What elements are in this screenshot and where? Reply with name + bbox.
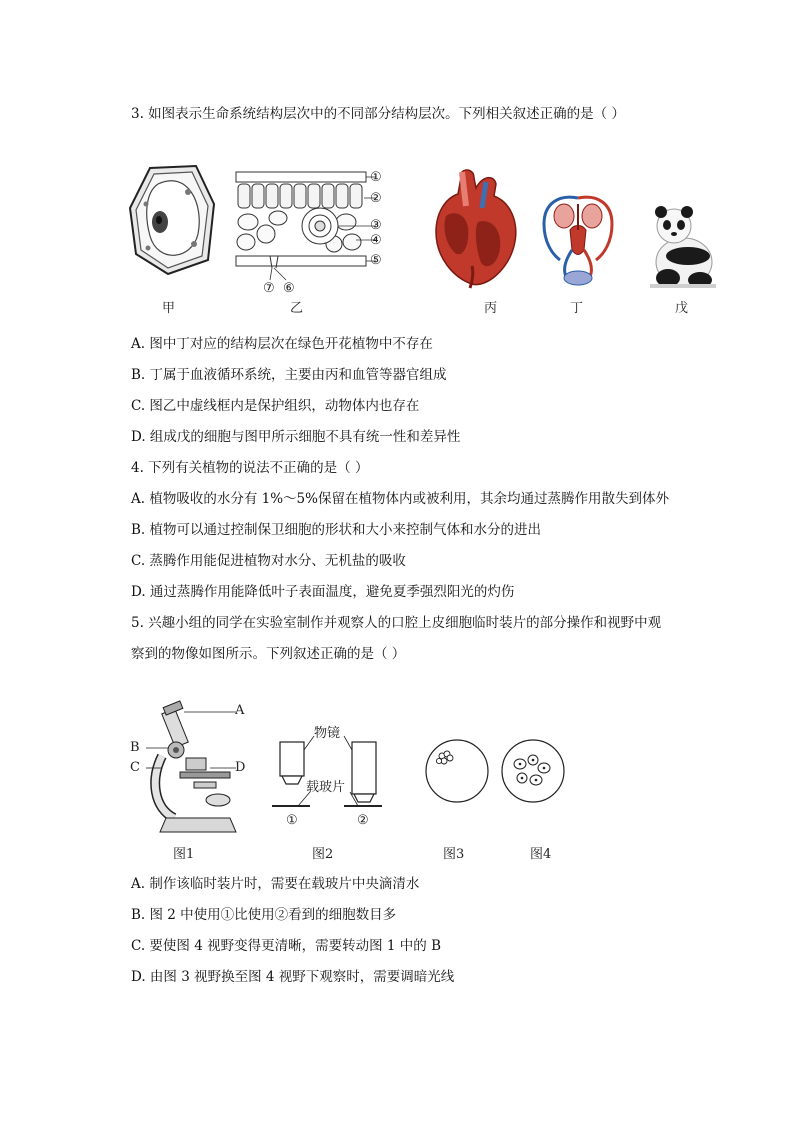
q5-option-d: D. 由图 3 视野换至图 4 视野下观察时，需要调暗光线: [131, 969, 455, 985]
fig2-objective-label: 物镜: [314, 726, 341, 741]
fig2-marker-1: ①: [286, 813, 298, 828]
fig-label-bing: 丙: [484, 301, 498, 316]
fig2-slide-label: 载玻片: [306, 780, 346, 795]
fig-label-yi: 乙: [290, 301, 304, 316]
microscope-marker-a: A: [235, 703, 245, 718]
fig-label-jia: 甲: [162, 301, 176, 316]
fig-label-ding: 丁: [570, 301, 584, 316]
microscope-marker-c: C: [130, 760, 140, 775]
q5-stem-line1: 5. 兴趣小组的同学在实验室制作并观察人的口腔上皮细胞临时装片的部分操作和视野中观: [131, 615, 662, 631]
q4-option-a: A. 植物吸收的水分有 1%～5%保留在植物体内或被利用，其余均通过蒸腾作用散失到体外: [131, 491, 669, 507]
heart-figure: [432, 166, 522, 290]
q3-option-a: A. 图中丁对应的结构层次在绿色开花植物中不存在: [131, 336, 433, 352]
q5-option-a: A. 制作该临时装片时，需要在载玻片中央滴清水: [131, 876, 420, 892]
leaf-marker-7: ⑦: [263, 281, 275, 296]
leaf-marker-6: ⑥: [283, 281, 295, 296]
fig-label-4: 图4: [530, 847, 552, 862]
q5-option-b: B. 图 2 中使用①比使用②看到的细胞数目多: [131, 907, 397, 923]
view-figure-4: [500, 738, 566, 804]
q4-stem: 4. 下列有关植物的说法不正确的是（ ）: [131, 460, 369, 476]
view-figure-3: [424, 738, 490, 804]
leaf-marker-5: ⑤: [370, 253, 382, 268]
q4-option-b: B. 植物可以通过控制保卫细胞的形状和大小来控制气体和水分的进出: [131, 522, 542, 538]
leaf-marker-1: ①: [370, 170, 382, 185]
q3-option-c: C. 图乙中虚线框内是保护组织，动物体内也存在: [131, 398, 420, 414]
q3-stem: 3. 如图表示生命系统结构层次中的不同部分结构层次。下列相关叙述正确的是（ ）: [131, 106, 625, 122]
fig2-marker-2: ②: [357, 813, 369, 828]
leaf-marker-3: ③: [370, 218, 382, 233]
q5-stem-line2: 察到的物像如图所示。下列叙述正确的是（ ）: [131, 646, 406, 662]
q4-option-d: D. 通过蒸腾作用能降低叶子表面温度，避免夏季强烈阳光的灼伤: [131, 584, 515, 600]
q3-option-b: B. 丁属于血液循环系统，主要由丙和血管等器官组成: [131, 367, 447, 383]
fig-label-3: 图3: [443, 847, 465, 862]
panda-figure: [644, 204, 720, 290]
fig-label-1: 图1: [173, 847, 195, 862]
microscope-marker-d: D: [235, 760, 246, 775]
leaf-marker-2: ②: [370, 191, 382, 206]
leaf-marker-4: ④: [370, 233, 382, 248]
q5-option-c: C. 要使图 4 视野变得更清晰，需要转动图 1 中的 B: [131, 938, 441, 954]
microscope-figure: [140, 700, 250, 840]
circulation-figure: [538, 190, 618, 288]
microscope-marker-b: B: [130, 740, 140, 755]
fig-label-wu: 戊: [675, 301, 689, 316]
fig-label-2: 图2: [312, 847, 334, 862]
plant-cell-figure: [128, 164, 218, 276]
q3-option-d: D. 组成戊的细胞与图甲所示细胞不具有统一性和差异性: [131, 429, 461, 445]
q4-option-c: C. 蒸腾作用能促进植物对水分、无机盐的吸收: [131, 553, 406, 569]
